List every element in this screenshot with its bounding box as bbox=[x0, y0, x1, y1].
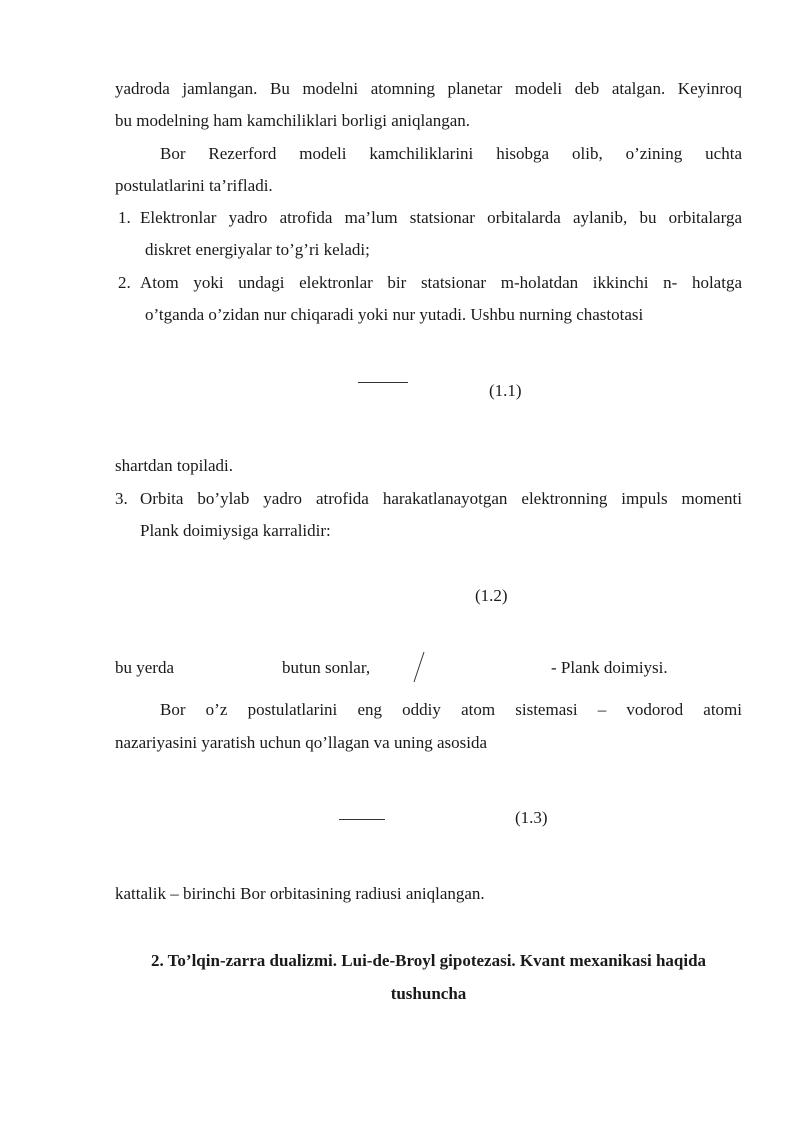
where-prefix: bu yerda bbox=[115, 658, 175, 677]
slash-mark bbox=[410, 650, 428, 684]
list-item-text: Atom yoki undagi elektronlar bir statsionar m-holatdan ikkinchi n- holatga bbox=[140, 273, 742, 292]
section-heading: 2. To’lqin-zarra dualizmi. Lui-de-Broyl gipotezasi. Kvant mexanikasi haqida bbox=[150, 951, 707, 970]
paragraph-line: kattalik – birinchi Bor orbitasining radiusi aniqlangan. bbox=[115, 884, 485, 903]
section-heading: tushuncha bbox=[390, 984, 467, 1003]
list-item-text: Elektronlar yadro atrofida ma’lum statsionar orbitalarda aylanib, bu orbitalarga bbox=[140, 208, 742, 227]
paragraph-line: Bor o’z postulatlarini eng oddiy atom sistemasi – vodorod atomi bbox=[160, 700, 742, 719]
equation-number: (1.1) bbox=[489, 381, 522, 400]
paragraph-line: postulatlarini ta’rifladi. bbox=[115, 176, 273, 195]
paragraph-line: Bor Rezerford modeli kamchiliklarini hisobga olib, o’zining uchta bbox=[160, 144, 742, 163]
list-number: 2. bbox=[118, 273, 131, 292]
list-item-text: diskret energiyalar to’g’ri keladi; bbox=[145, 240, 370, 259]
fraction-bar bbox=[358, 382, 408, 383]
paragraph-line: shartdan topiladi. bbox=[115, 456, 234, 475]
integers-label: butun sonlar, bbox=[282, 658, 371, 677]
list-item-text: Orbita bo’ylab yadro atrofida harakatlanayotgan elektronning impuls momenti bbox=[140, 489, 742, 508]
plank-label: - Plank doimiysi. bbox=[551, 658, 668, 677]
equation-number: (1.2) bbox=[475, 586, 508, 605]
paragraph-line: bu modelning ham kamchiliklari borligi aniqlangan. bbox=[115, 111, 471, 130]
fraction-bar bbox=[339, 819, 385, 820]
list-number: 3. bbox=[115, 489, 128, 508]
equation-number: (1.3) bbox=[515, 808, 548, 827]
list-item-text: Plank doimiysiga karralidir: bbox=[140, 521, 331, 540]
paragraph-line: nazariyasini yaratish uchun qo’llagan va uning asosida bbox=[115, 733, 487, 752]
list-item-text: o’tganda o’zidan nur chiqaradi yoki nur yutadi. Ushbu nurning chastotasi bbox=[145, 305, 644, 324]
list-number: 1. bbox=[118, 208, 131, 227]
paragraph-line: yadroda jamlangan. Bu modelni atomning planetar modeli deb atalgan. Keyinroq bbox=[115, 79, 742, 98]
